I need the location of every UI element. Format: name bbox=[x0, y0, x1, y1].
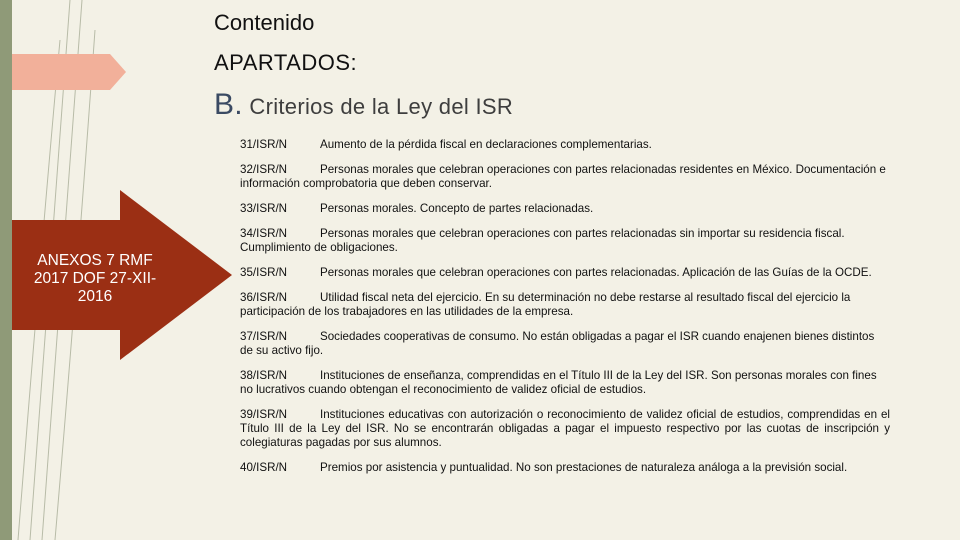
item-text: Personas morales. Concepto de partes relacionadas. bbox=[320, 202, 594, 215]
section-letter: B. bbox=[214, 88, 243, 121]
list-item bbox=[240, 138, 890, 152]
list-item bbox=[240, 369, 890, 397]
slide-heading: Contenido bbox=[214, 10, 315, 35]
item-text: Personas morales que celebran operaciones con partes relacionadas. Aplicación de las Guías de la OCDE. bbox=[320, 266, 872, 279]
list-item bbox=[240, 461, 890, 475]
item-code: 37/ISR/N bbox=[240, 330, 288, 343]
item-code: 38/ISR/N bbox=[240, 369, 288, 382]
item-text: Personas morales que celebran operaciones con partes relacionadas sin importar su residencia fiscal. Cumplimiento de obligaciones. bbox=[240, 227, 845, 254]
list-item bbox=[240, 408, 890, 450]
slide-subheading: APARTADOS: bbox=[214, 50, 358, 75]
list-item bbox=[240, 202, 890, 216]
list-item bbox=[240, 227, 890, 255]
item-code: 40/ISR/N bbox=[240, 461, 288, 474]
item-text: Personas morales que celebran operaciones con partes relacionadas residentes en México. Documentación e información comprobatoria que deben conservar. bbox=[240, 163, 886, 190]
criteria-list bbox=[240, 138, 890, 475]
item-code: 35/ISR/N bbox=[240, 266, 288, 279]
item-text: Instituciones de enseñanza, comprendidas en el Título III de la Ley del ISR. Son personas morales con fines no lucrativos cuando obtengan el reconocimiento de validez oficial de estudios. bbox=[240, 369, 877, 396]
item-text: Aumento de la pérdida fiscal en declaraciones complementarias. bbox=[320, 138, 652, 151]
list-item bbox=[240, 163, 890, 191]
item-code: 32/ISR/N bbox=[240, 163, 288, 176]
item-code: 33/ISR/N bbox=[240, 202, 288, 215]
item-text: Utilidad fiscal neta del ejercicio. En su determinación no debe restarse al resultado fiscal del ejercicio la participación de los trabajadores en las utilidades de la empresa. bbox=[240, 291, 851, 318]
item-code: 34/ISR/N bbox=[240, 227, 288, 240]
item-text: Premios por asistencia y puntualidad. No son prestaciones de naturaleza análoga a la previsión social. bbox=[320, 461, 848, 474]
section-title bbox=[214, 88, 513, 122]
item-code: 31/ISR/N bbox=[240, 138, 288, 151]
item-text: Sociedades cooperativas de consumo. No están obligadas a pagar el ISR cuando enajenen bienes distintos de su activo fijo. bbox=[240, 330, 875, 357]
item-code: 36/ISR/N bbox=[240, 291, 288, 304]
item-text: Instituciones educativas con autorización o reconocimiento de validez oficial de estudios, comprendidas en el Título III de la Ley del ISR. No se encontrarán obligadas a pagar el impuesto respectivo por las cuotas de inscripción y colegiaturas pagadas por sus alumnos. bbox=[240, 408, 890, 449]
top-arrow-shape bbox=[0, 0, 130, 100]
item-code: 39/ISR/N bbox=[240, 408, 288, 421]
callout-text: ANEXOS 7 RMF 2017 DOF 27-XII-2016 bbox=[33, 252, 157, 305]
list-item bbox=[240, 330, 890, 358]
list-item bbox=[240, 266, 890, 280]
list-item bbox=[240, 291, 890, 319]
section-title-text: Criterios de la Ley del ISR bbox=[249, 94, 514, 119]
